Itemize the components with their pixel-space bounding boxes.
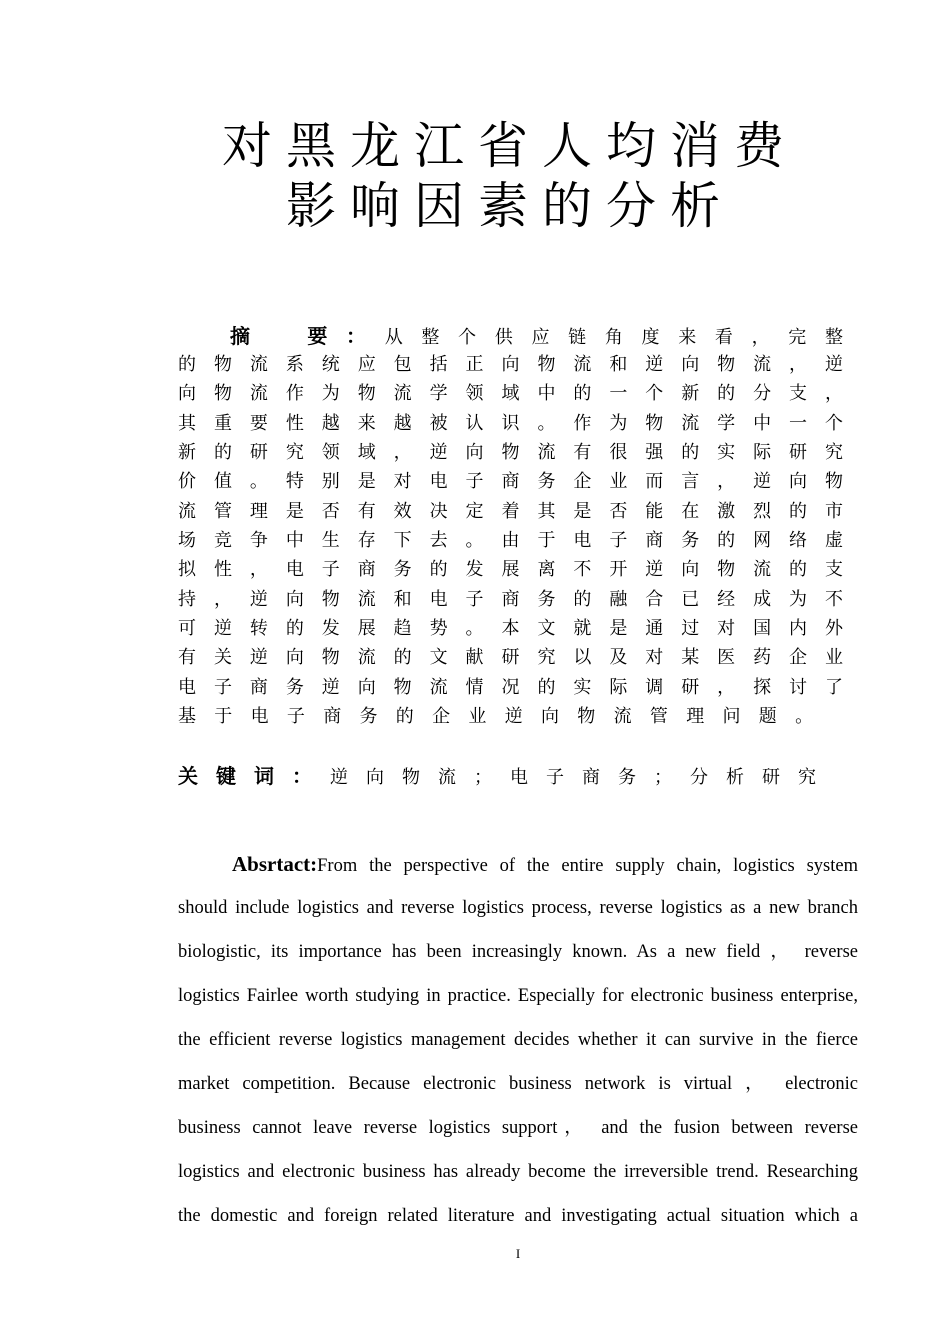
chinese-abstract-line: 持，逆向物流和电子商务的融合已经成为不 [178,589,844,610]
chinese-abstract-line: 流管理是否有效决定着其是否能在激烈的市 [178,501,844,522]
english-abstract-text: From the perspective of the entire supply chain, logistics system [317,856,858,876]
english-abstract-line: logistics Fairlee worth studying in practice. Especially for electronic business enterprise, [178,986,858,1006]
english-abstract-line: business cannot leave reverse logistics support， and the fusion between reverse [178,1118,858,1138]
english-abstract-line: the domestic and foreign related literature and investigating actual situation which a [178,1206,858,1226]
chinese-abstract-line: 电子商务逆向物流情况的实际调研，探讨了 [178,677,844,698]
chinese-abstract-label: 摘 要： [230,324,385,348]
english-abstract-line: market competition. Because electronic business network is virtual ， electronic [178,1074,858,1094]
page-number: I [515,1246,521,1261]
chinese-abstract-line: 其重要性越来越被认识。作为物流学中一个 [178,413,844,434]
english-abstract-label: Absrtact: [232,852,318,876]
chinese-keywords [178,760,834,792]
chinese-abstract-line: 新的研究领域，逆向物流有很强的实际研究 [178,442,844,463]
chinese-abstract-line: 向物流作为物流学领域中的一个新的分支， [178,383,844,404]
english-abstract-line: the efficient reverse logistics management decides whether it can survive in the fierce [178,1030,858,1050]
english-abstract-line: should include logistics and reverse logistics process, reverse logistics as a new branch [178,898,858,918]
chinese-abstract-line [230,321,844,351]
chinese-abstract-line: 可逆转的发展趋势。本文就是通过对国内外 [178,618,844,639]
english-abstract-line: biologistic, its importance has been increasingly known. As a new field ， reverse [178,942,858,962]
chinese-abstract-line: 的物流系统应包括正向物流和逆向物流，逆 [178,354,844,375]
chinese-abstract-text: 从整个供应链角度来看，完整 [384,327,844,348]
chinese-abstract-line: 场竞争中生存下去。由于电子商务的网络虚 [178,530,844,551]
chinese-abstract-line: 价值。特别是对电子商务企业而言，逆向物 [178,471,844,492]
chinese-abstract-line: 基于电子商务的企业逆向物流管理问题。 [178,706,832,727]
document-title-line-2: 影响因素的分析 [286,177,734,235]
chinese-keywords-text: 逆向物流；电子商务；分析研究 [330,767,834,788]
english-abstract-line [232,849,858,879]
chinese-abstract-line: 有关逆向物流的文献研究以及对某医药企业 [178,647,844,668]
english-abstract-line: logistics and electronic business has already become the irreversible trend. Researching [178,1162,858,1182]
document-title-line-1: 对黑龙江省人均消费 [222,117,798,175]
chinese-abstract-line: 拟性，电子商务的发展离不开逆向物流的支 [178,559,844,580]
chinese-keywords-label: 关键词： [178,764,330,788]
